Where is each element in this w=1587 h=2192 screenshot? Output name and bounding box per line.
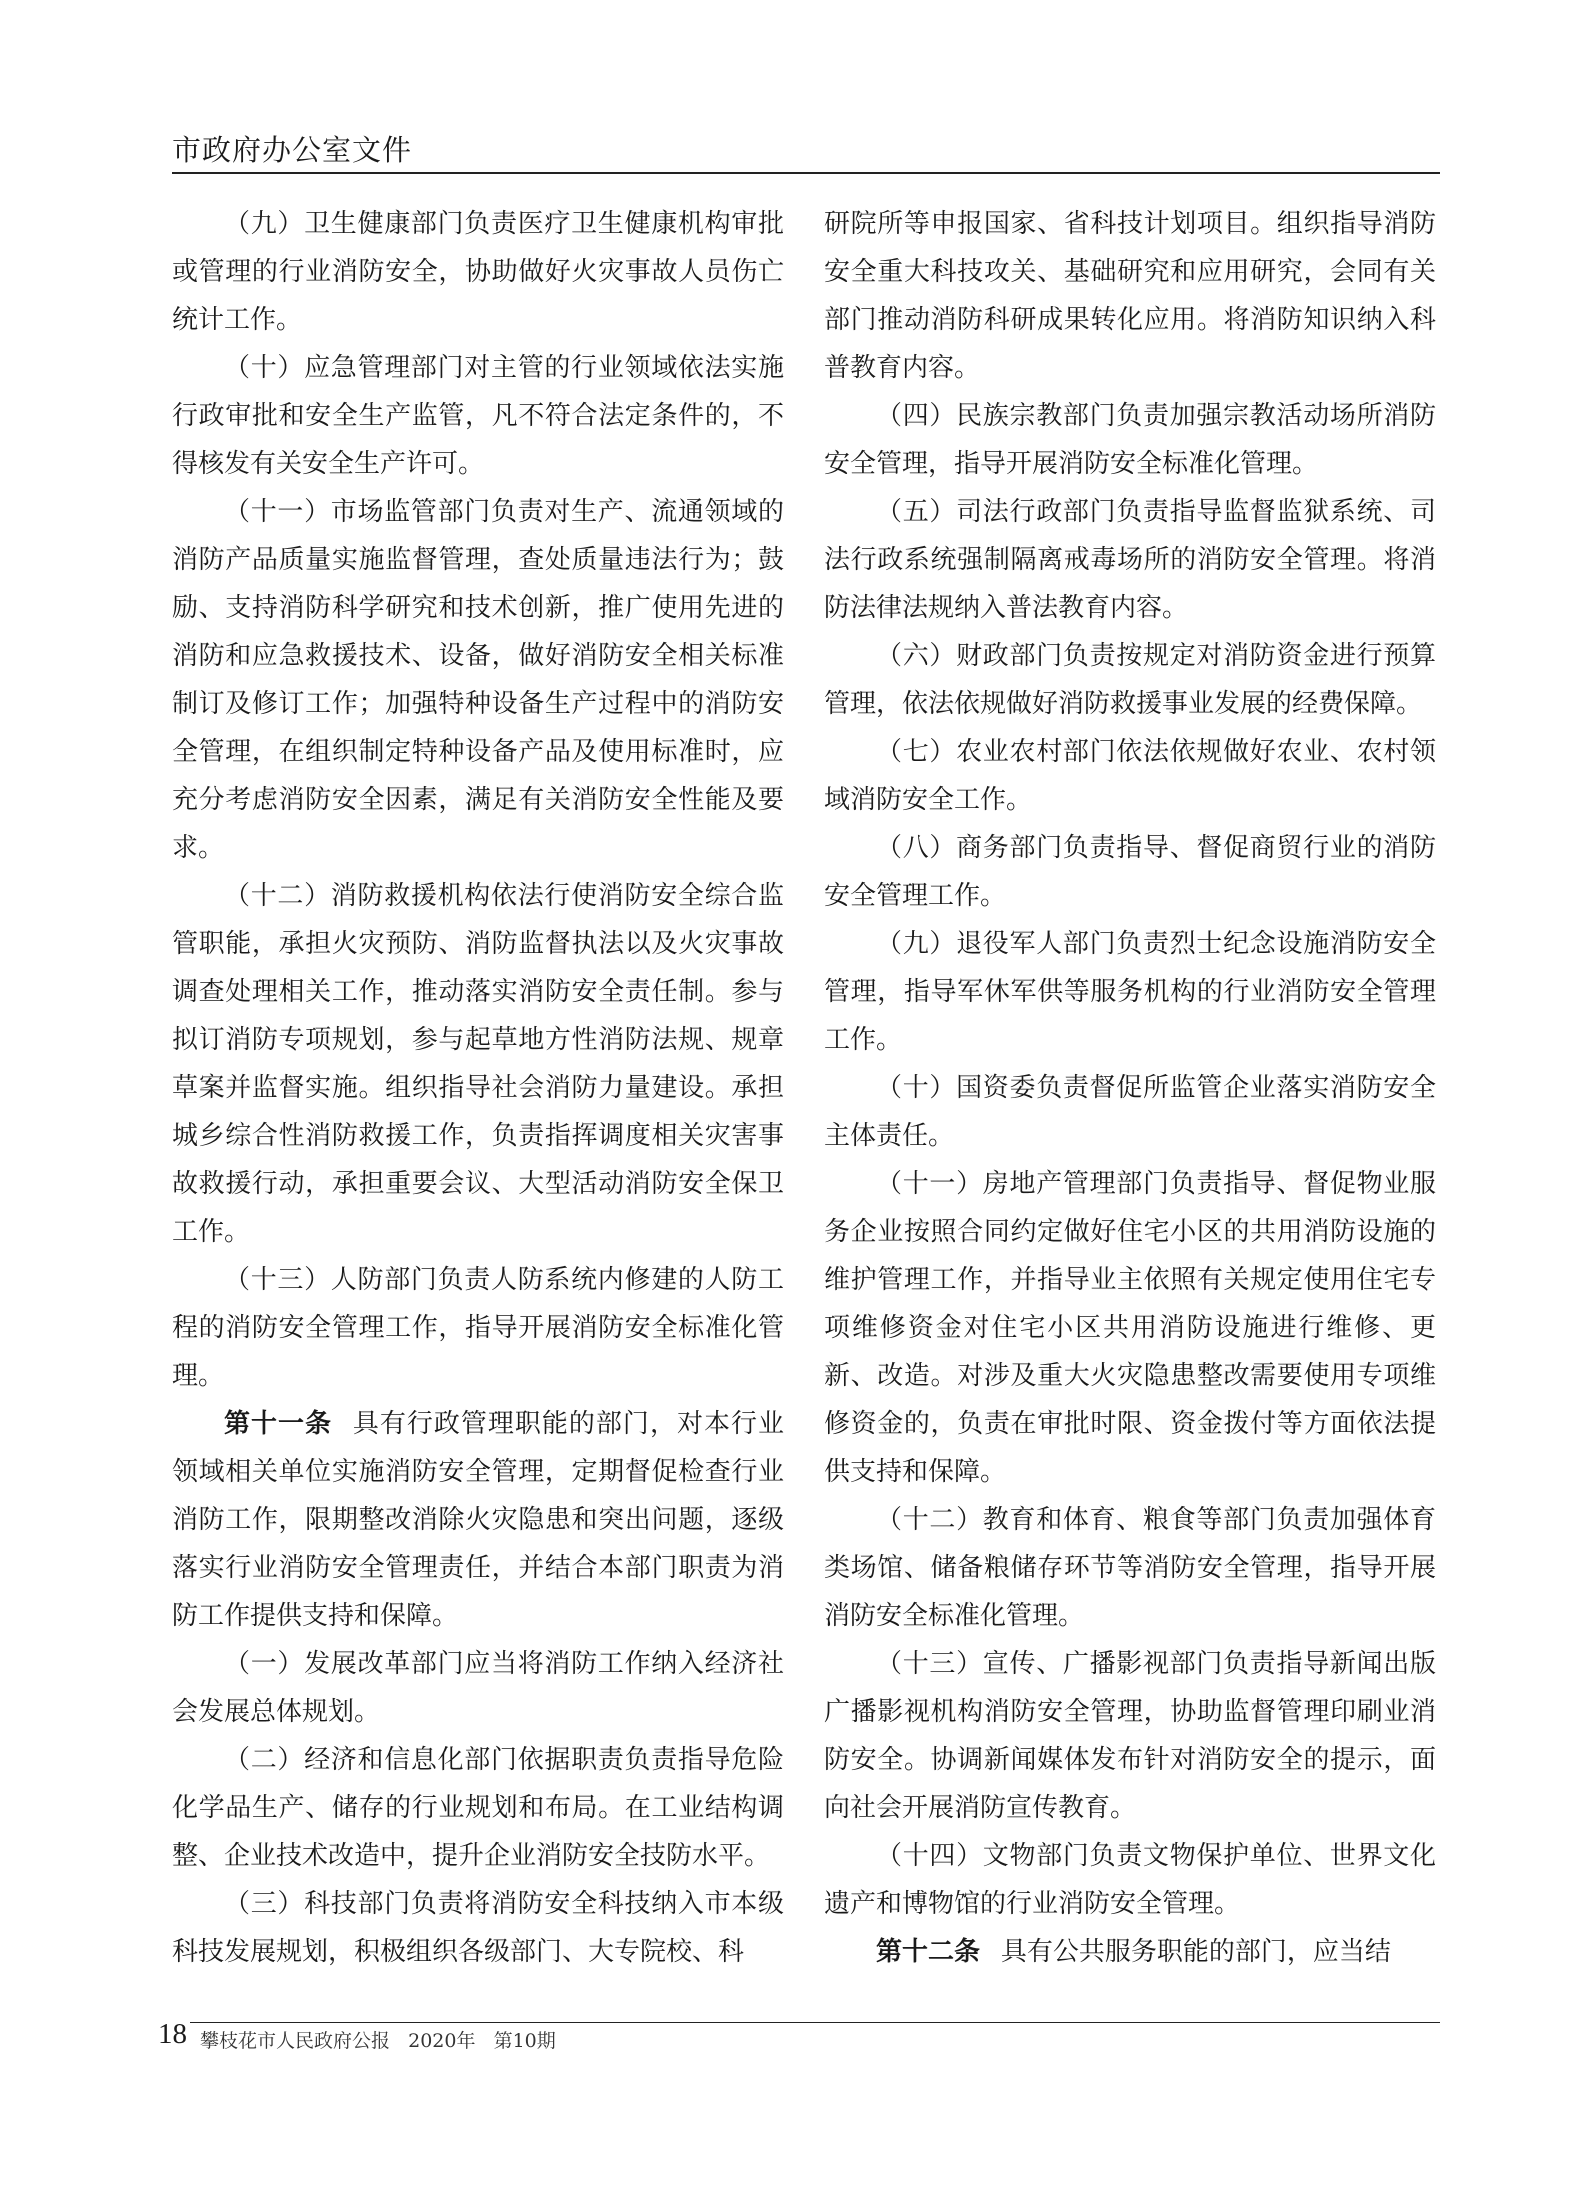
- paragraph: [824, 920, 1436, 1064]
- page-footer: [158, 2008, 1440, 2058]
- paragraph: [824, 392, 1436, 488]
- paragraph-text: 研院所等申报国家、省科技计划项目。组织指导消防安全重大科技攻关、基础研究和应用研究，会同有关部门推动消防科研成果转化应用。将消防知识纳入科普教育内容。: [824, 209, 1436, 383]
- paragraph: [824, 1160, 1436, 1496]
- paragraph-text: （三）科技部门负责将消防安全科技纳入市本级科技发展规划，积极组织各级部门、大专院校、科: [172, 1889, 784, 1967]
- paragraph-text: （八）商务部门负责指导、督促商贸行业的消防安全管理工作。: [824, 833, 1436, 911]
- paragraph-text: （九）退役军人部门负责烈士纪念设施消防安全管理，指导军休军供等服务机构的行业消防安全管理工作。: [824, 929, 1436, 1055]
- article-paragraph: [824, 1928, 1436, 1976]
- paragraph-text: （十一）市场监管部门负责对生产、流通领域的消防产品质量实施监督管理，查处质量违法行为；鼓励、支持消防科学研究和技术创新，推广使用先进的消防和应急救援技术、设备，做好消防安全相关标准制订及修订工作；加强特种设备生产过程中的消防安全管理，在组织制定特种设备产品及使用标准时，应充分考虑消防安全因素，满足有关消防安全性能及要求。: [172, 497, 784, 863]
- paragraph: [824, 632, 1436, 728]
- paragraph-text: （十三）宣传、广播影视部门负责指导新闻出版广播影视机构消防安全管理，协助监督管理印刷业消防安全。协调新闻媒体发布针对消防安全的提示，面向社会开展消防宣传教育。: [824, 1649, 1436, 1823]
- paragraph: [172, 1256, 784, 1400]
- left-column: [172, 200, 784, 1976]
- paragraph: [172, 344, 784, 488]
- article-number: 第十一条: [224, 1409, 333, 1439]
- paragraph-text: 具有公共服务职能的部门，应当结: [1000, 1937, 1391, 1967]
- paragraph-text: （四）民族宗教部门负责加强宗教活动场所消防安全管理，指导开展消防安全标准化管理。: [824, 401, 1436, 479]
- paragraph-text: （十二）教育和体育、粮食等部门负责加强体育类场馆、储备粮储存环节等消防安全管理，指导开展消防安全标准化管理。: [824, 1505, 1436, 1631]
- publication-info: 攀枝花市人民政府公报 2020年 第10期: [200, 2030, 556, 2052]
- paragraph-text: （七）农业农村部门依法依规做好农业、农村领域消防安全工作。: [824, 737, 1436, 815]
- article-number: 第十二条: [876, 1937, 981, 1967]
- paragraph: [824, 1832, 1436, 1928]
- paragraph-text: 具有行政管理职能的部门，对本行业领域相关单位实施消防安全管理，定期督促检查行业消防工作，限期整改消除火灾隐患和突出问题，逐级落实行业消防安全管理责任，并结合本部门职责为消防工作提供支持和保障。: [172, 1409, 784, 1631]
- paragraph-text: （十二）消防救援机构依法行使消防安全综合监管职能，承担火灾预防、消防监督执法以及火灾事故调查处理相关工作，推动落实消防安全责任制。参与拟订消防专项规划，参与起草地方性消防法规、规章草案并监督实施。组织指导社会消防力量建设。承担城乡综合性消防救援工作，负责指挥调度相关灾害事故救援行动，承担重要会议、大型活动消防安全保卫工作。: [172, 881, 784, 1247]
- paragraph-text: （九）卫生健康部门负责医疗卫生健康机构审批或管理的行业消防安全，协助做好火灾事故人员伤亡统计工作。: [172, 209, 784, 335]
- paragraph: [172, 1736, 784, 1880]
- right-column: [824, 200, 1436, 1976]
- paragraph-text: （二）经济和信息化部门依据职责负责指导危险化学品生产、储存的行业规划和布局。在工业结构调整、企业技术改造中，提升企业消防安全技防水平。: [172, 1745, 784, 1871]
- footer-divider: [190, 2022, 1440, 2023]
- paragraph: [172, 200, 784, 344]
- page-header: [172, 130, 1440, 170]
- paragraph-text: （十四）文物部门负责文物保护单位、世界文化遗产和博物馆的行业消防安全管理。: [824, 1841, 1436, 1919]
- paragraph: [172, 1640, 784, 1736]
- paragraph: [824, 1496, 1436, 1640]
- paragraph: [824, 728, 1436, 824]
- article-paragraph: [172, 1400, 784, 1640]
- paragraph-text: （十）应急管理部门对主管的行业领域依法实施行政审批和安全生产监管，凡不符合法定条件的，不得核发有关安全生产许可。: [172, 353, 784, 479]
- paragraph-text: （十一）房地产管理部门负责指导、督促物业服务企业按照合同约定做好住宅小区的共用消防设施的维护管理工作，并指导业主依照有关规定使用住宅专项维修资金对住宅小区共用消防设施进行维修、更新、改造。对涉及重大火灾隐患整改需要使用专项维修资金的，负责在审批时限、资金拨付等方面依法提供支持和保障。: [824, 1169, 1436, 1487]
- paragraph-text: （一）发展改革部门应当将消防工作纳入经济社会发展总体规划。: [172, 1649, 784, 1727]
- paragraph-text: （六）财政部门负责按规定对消防资金进行预算管理，依法依规做好消防救援事业发展的经费保障。: [824, 641, 1436, 719]
- paragraph: [824, 488, 1436, 632]
- paragraph: [824, 824, 1436, 920]
- paragraph: [824, 200, 1436, 392]
- header-divider: [172, 172, 1440, 174]
- paragraph: [172, 488, 784, 872]
- page-number: 18: [158, 2018, 187, 2050]
- paragraph: [824, 1064, 1436, 1160]
- paragraph: [172, 872, 784, 1256]
- paragraph: [172, 1880, 784, 1976]
- section-title: 市政府办公室文件: [172, 133, 413, 167]
- paragraph-text: （十）国资委负责督促所监管企业落实消防安全主体责任。: [824, 1073, 1436, 1151]
- paragraph-text: （十三）人防部门负责人防系统内修建的人防工程的消防安全管理工作，指导开展消防安全标准化管理。: [172, 1265, 784, 1391]
- paragraph: [824, 1640, 1436, 1832]
- paragraph-text: （五）司法行政部门负责指导监督监狱系统、司法行政系统强制隔离戒毒场所的消防安全管理。将消防法律法规纳入普法教育内容。: [824, 497, 1436, 623]
